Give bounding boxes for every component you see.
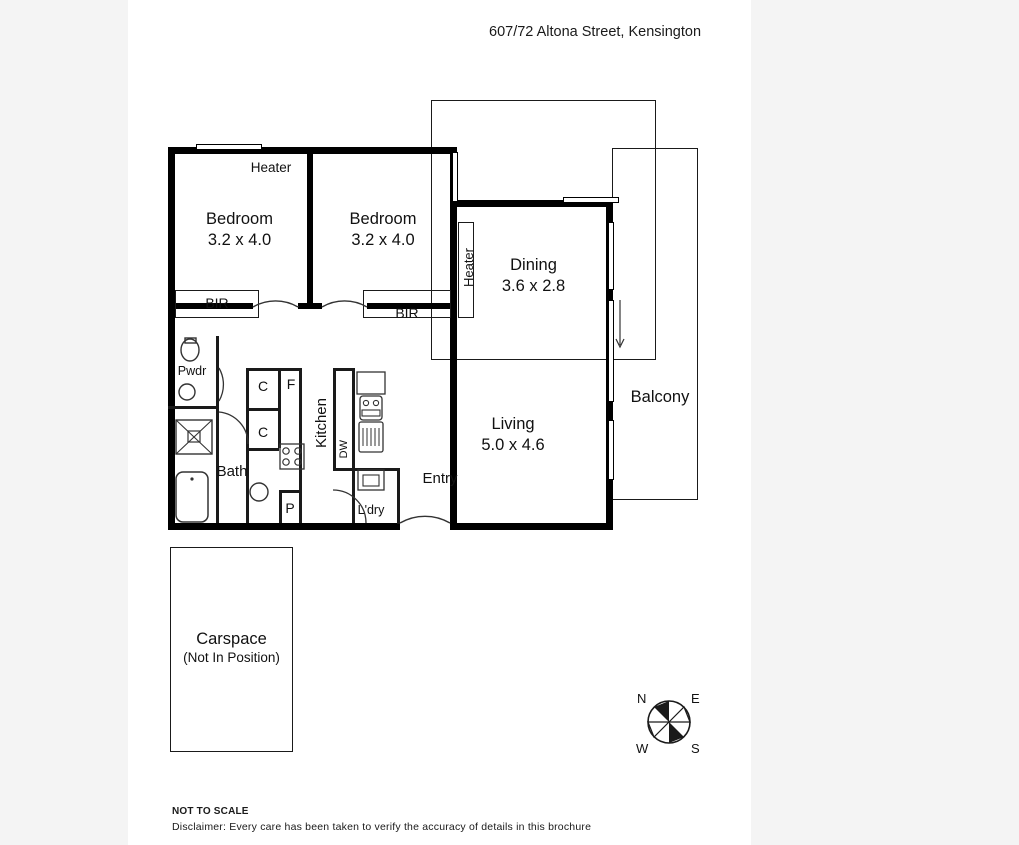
partition-pantry-top [279,490,302,493]
partition-laundry-top [333,468,400,471]
scale-note: NOT TO SCALE [172,806,249,817]
page-margin-right [751,0,1019,845]
window-bedroom-left-top [196,144,262,150]
bedroom-right-dims: 3.2 x 4.0 [351,230,415,249]
carspace-name: Carspace [196,630,267,648]
label-dishwasher: DW [338,440,350,459]
label-bir-left: BIR [205,295,229,311]
dining-name: Dining [510,256,557,274]
compass-rose [634,688,706,760]
doorway-gap-entry [400,522,450,531]
bedroom-left-name: Bedroom [206,210,273,228]
label-bir-right: BIR [395,305,419,321]
wall-bottom-left [168,523,400,530]
partition-cupboard-mid [246,408,279,411]
label-entry: Entry [422,470,458,487]
wall-left-exterior [168,147,175,530]
label-balcony: Balcony [630,388,690,406]
compass-west-label: W [636,741,649,756]
living-dims: 5.0 x 4.6 [481,435,545,454]
window-dining-right [608,222,614,290]
balcony-outline [612,148,698,500]
label-laundry: L'dry [357,503,385,517]
bedroom-left-dims: 3.2 x 4.0 [207,230,272,249]
label-kitchen: Kitchen [313,398,330,449]
partition-bench-top [333,368,355,371]
partition-pwdr-bottom [168,406,219,409]
disclaimer-note: Disclaimer: Every care has been taken to verify the accuracy of details in this brochure [172,821,592,833]
label-cupboard-2: C [257,424,269,440]
label-bedroom-left [168,209,311,250]
label-dining [461,255,606,296]
doorway-gap-bedroom-left [253,302,298,311]
compass-south-label: S [691,741,700,756]
label-heater-vertical: Heater [461,248,476,288]
label-carspace [170,629,293,667]
window-living-right-upper [608,300,614,402]
partition-cupboard-top [246,368,302,371]
partition-kitchen-right [299,368,302,523]
doorway-gap-bedroom-right [322,302,367,311]
label-bath: Bath [216,463,248,480]
window-living-right-lower [608,420,614,480]
compass-north-label: N [637,691,647,706]
partition-cupboard-mid2 [246,448,279,451]
page-margin-left [0,0,128,845]
carspace-note: (Not In Position) [183,649,280,665]
wall-bottom-living [450,523,613,530]
partition-bath-right [216,336,219,523]
label-powder: Pwdr [177,364,207,378]
label-heater-top: Heater [250,160,292,175]
partition-bench-left [333,368,336,468]
partition-bench-right [352,368,355,523]
dining-dims: 3.6 x 2.8 [501,276,566,295]
window-dining-top [563,197,619,203]
living-name: Living [491,415,535,433]
label-fridge: F [286,376,296,392]
label-pantry: P [285,500,295,516]
compass-east-label: E [691,691,700,706]
partition-laundry-right [397,468,400,524]
window-bedroom-right-side [452,152,458,202]
bedroom-right-name: Bedroom [349,210,417,228]
label-living [438,414,588,455]
label-bedroom-right [313,209,453,250]
partition-kitchen-left [246,368,249,523]
partition-cupboard-vert [278,368,281,448]
page-title: 607/72 Altona Street, Kensington [489,24,702,40]
label-cupboard-1: C [257,378,269,394]
